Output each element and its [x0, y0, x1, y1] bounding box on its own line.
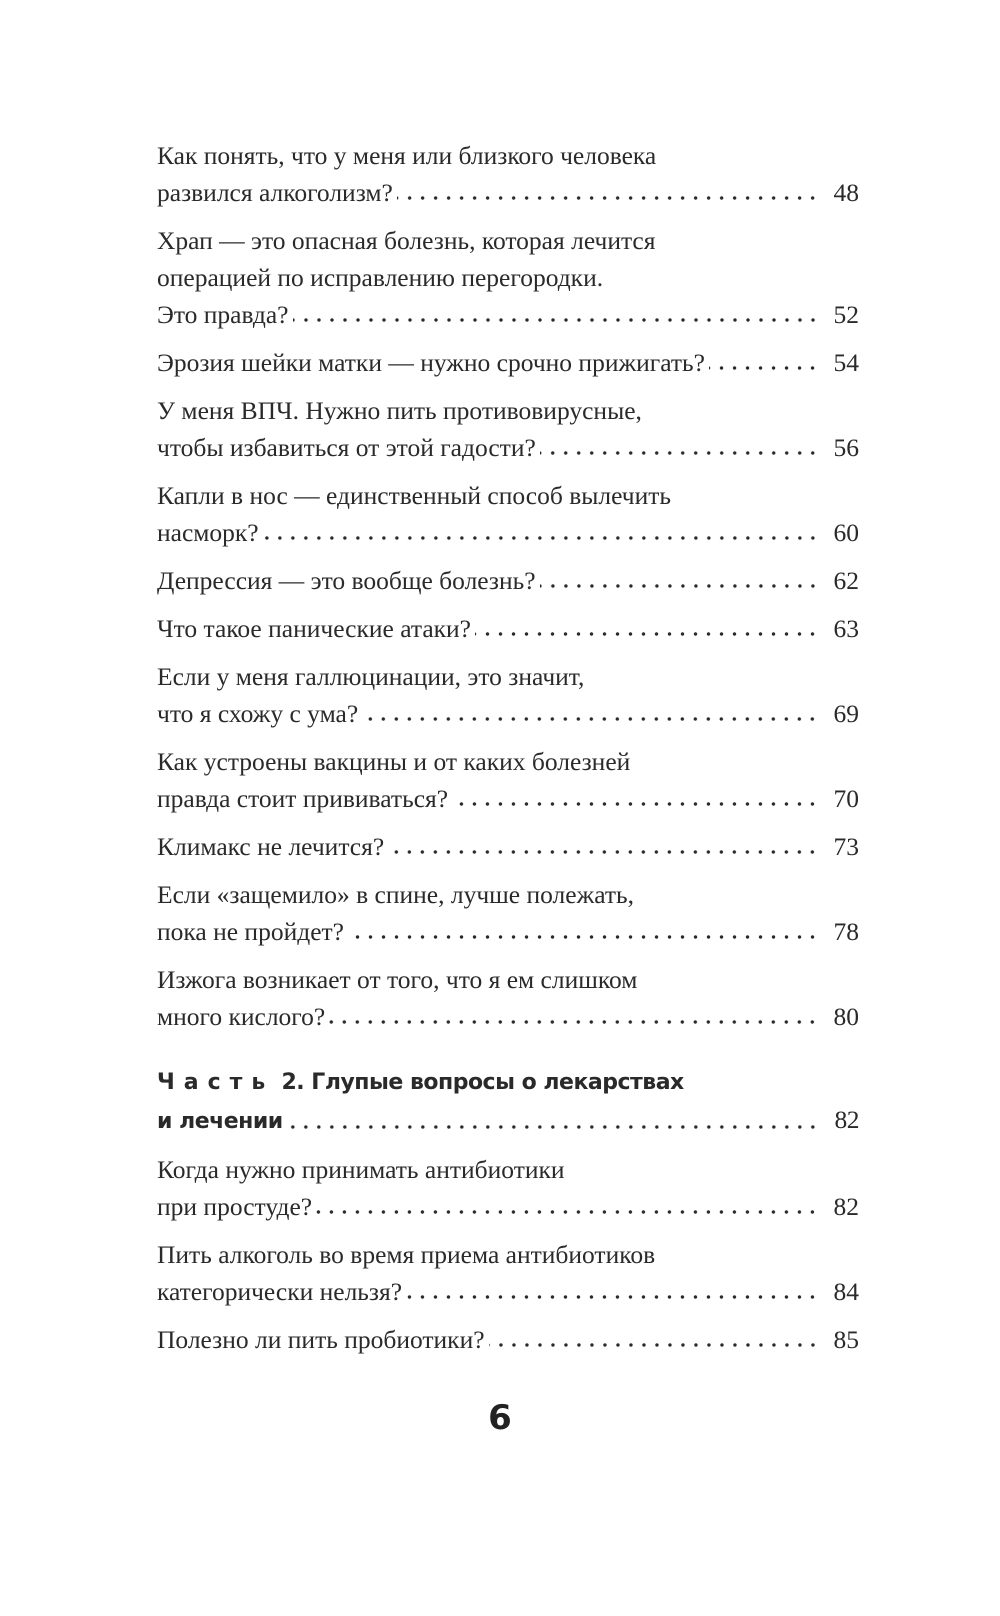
toc-entry	[157, 562, 859, 599]
entry-title-line: У меня ВПЧ. Нужно пить противовирусные,	[157, 396, 642, 425]
toc-entry	[157, 1321, 859, 1358]
toc-entry	[157, 477, 859, 551]
entry-last-line	[157, 1321, 859, 1358]
toc-entry	[157, 610, 859, 647]
entry-page-number: 70	[833, 784, 859, 813]
entry-page-number: 69	[833, 699, 859, 728]
dot-leader	[397, 195, 819, 201]
dot-leader	[316, 1209, 819, 1215]
part-label: Часть	[157, 1070, 275, 1095]
entry-line	[157, 392, 859, 429]
entry-title-line: много кислого?	[157, 1002, 326, 1031]
entry-line	[157, 1151, 859, 1188]
entry-line	[157, 961, 859, 998]
toc-entry	[157, 876, 859, 950]
entry-last-line	[157, 913, 859, 950]
toc-entry	[157, 392, 859, 466]
entry-line	[157, 137, 859, 174]
dot-leader	[475, 631, 819, 637]
toc-entry	[157, 137, 859, 211]
toc-entry	[157, 1151, 859, 1225]
page-number: 6	[488, 1398, 512, 1438]
entry-title-line: Как устроены вакцины и от каких болезней	[157, 747, 631, 776]
toc-entry	[157, 658, 859, 732]
entry-last-line	[157, 695, 859, 732]
entry-title-line: насморк?	[157, 518, 259, 547]
entry-last-line	[157, 174, 859, 211]
toc-entries	[157, 137, 859, 1035]
toc-part-entries	[157, 1151, 859, 1358]
entry-page-number: 52	[833, 300, 859, 329]
table-of-contents	[157, 137, 859, 1369]
entry-last-line	[157, 1273, 859, 1310]
dot-leader	[348, 934, 819, 940]
entry-line	[157, 222, 859, 259]
entry-title-line: Храп — это опасная болезнь, которая лечится	[157, 226, 656, 255]
entry-title-line: Изжога возникает от того, что я ем слишком	[157, 965, 638, 994]
dot-leader	[489, 1342, 819, 1348]
toc-part-heading	[157, 1064, 859, 1140]
entry-title-line: развился алкоголизм?	[157, 178, 393, 207]
dot-leader	[406, 1294, 819, 1300]
part-title-line2: и лечении	[157, 1109, 283, 1134]
entry-title-line: Капли в нос — единственный способ вылечить	[157, 481, 672, 510]
entry-last-line	[157, 610, 859, 647]
entry-last-line	[157, 296, 859, 333]
entry-line	[157, 658, 859, 695]
entry-last-line	[157, 828, 859, 865]
toc-entry	[157, 828, 859, 865]
entry-title-line: Как понять, что у меня или близкого человека	[157, 141, 657, 170]
entry-title-line: Это правда?	[157, 300, 289, 329]
entry-page-number: 63	[833, 614, 859, 643]
entry-page-number: 62	[833, 566, 859, 595]
entry-last-line	[157, 514, 859, 551]
entry-page-number: 78	[833, 917, 859, 946]
entry-line	[157, 1236, 859, 1273]
entry-title-line: операцией по исправлению перегородки.	[157, 263, 604, 292]
entry-page-number: 85	[833, 1325, 859, 1354]
entry-page-number: 56	[833, 433, 859, 462]
toc-entry	[157, 743, 859, 817]
entry-title-line: Если у меня галлюцинации, это значит,	[157, 662, 585, 691]
entry-page-number: 73	[833, 832, 859, 861]
entry-title-line: Полезно ли пить пробиотики?	[157, 1325, 485, 1354]
entry-title-line: чтобы избавиться от этой гадости?	[157, 433, 536, 462]
dot-leader	[362, 716, 819, 722]
dot-leader	[329, 1019, 819, 1025]
part-title-line1: 2. Глупые вопросы о лекарствах	[274, 1070, 684, 1095]
entry-title-line: категорически нельзя?	[157, 1277, 403, 1306]
entry-line	[157, 743, 859, 780]
dot-leader	[540, 450, 819, 456]
entry-last-line	[157, 344, 859, 381]
entry-title-line: правда стоит прививаться?	[157, 784, 449, 813]
entry-line	[157, 477, 859, 514]
entry-page-number: 54	[833, 348, 859, 377]
dot-leader	[709, 365, 819, 371]
entry-page-number: 84	[833, 1277, 859, 1306]
entry-page-number: 60	[833, 518, 859, 547]
dot-leader	[293, 317, 820, 323]
toc-entry	[157, 961, 859, 1035]
dot-leader	[287, 1124, 819, 1130]
entry-last-line	[157, 429, 859, 466]
entry-last-line	[157, 562, 859, 599]
entry-page-number: 82	[833, 1192, 859, 1221]
entry-title-line: что я схожу с ума?	[157, 699, 359, 728]
entry-last-line	[157, 780, 859, 817]
dot-leader	[540, 583, 819, 589]
entry-title-line: Что такое панические атаки?	[157, 614, 471, 643]
entry-line	[157, 259, 859, 296]
entry-last-line	[157, 1188, 859, 1225]
entry-title-line: Климакс не лечится?	[157, 832, 385, 861]
toc-entry	[157, 1236, 859, 1310]
entry-page-number: 48	[833, 178, 859, 207]
toc-entry	[157, 344, 859, 381]
entry-title-line: Эрозия шейки матки — нужно срочно прижигать?	[157, 348, 705, 377]
dot-leader	[452, 801, 819, 807]
entry-page-number: 80	[833, 1002, 859, 1031]
toc-entry	[157, 222, 859, 333]
entry-title-line: Депрессия — это вообще болезнь?	[157, 566, 536, 595]
entry-line	[157, 876, 859, 913]
entry-last-line	[157, 998, 859, 1035]
entry-title-line: пока не пройдет?	[157, 917, 344, 946]
entry-title-line: при простуде?	[157, 1192, 313, 1221]
entry-title-line: Пить алкоголь во время приема антибиотиков	[157, 1240, 656, 1269]
dot-leader	[263, 535, 819, 541]
entry-title-line: Если «защемило» в спине, лучше полежать,	[157, 880, 635, 909]
part-page-number: 82	[834, 1105, 859, 1134]
entry-title-line: Когда нужно принимать антибиотики	[157, 1155, 565, 1184]
dot-leader	[388, 849, 819, 855]
